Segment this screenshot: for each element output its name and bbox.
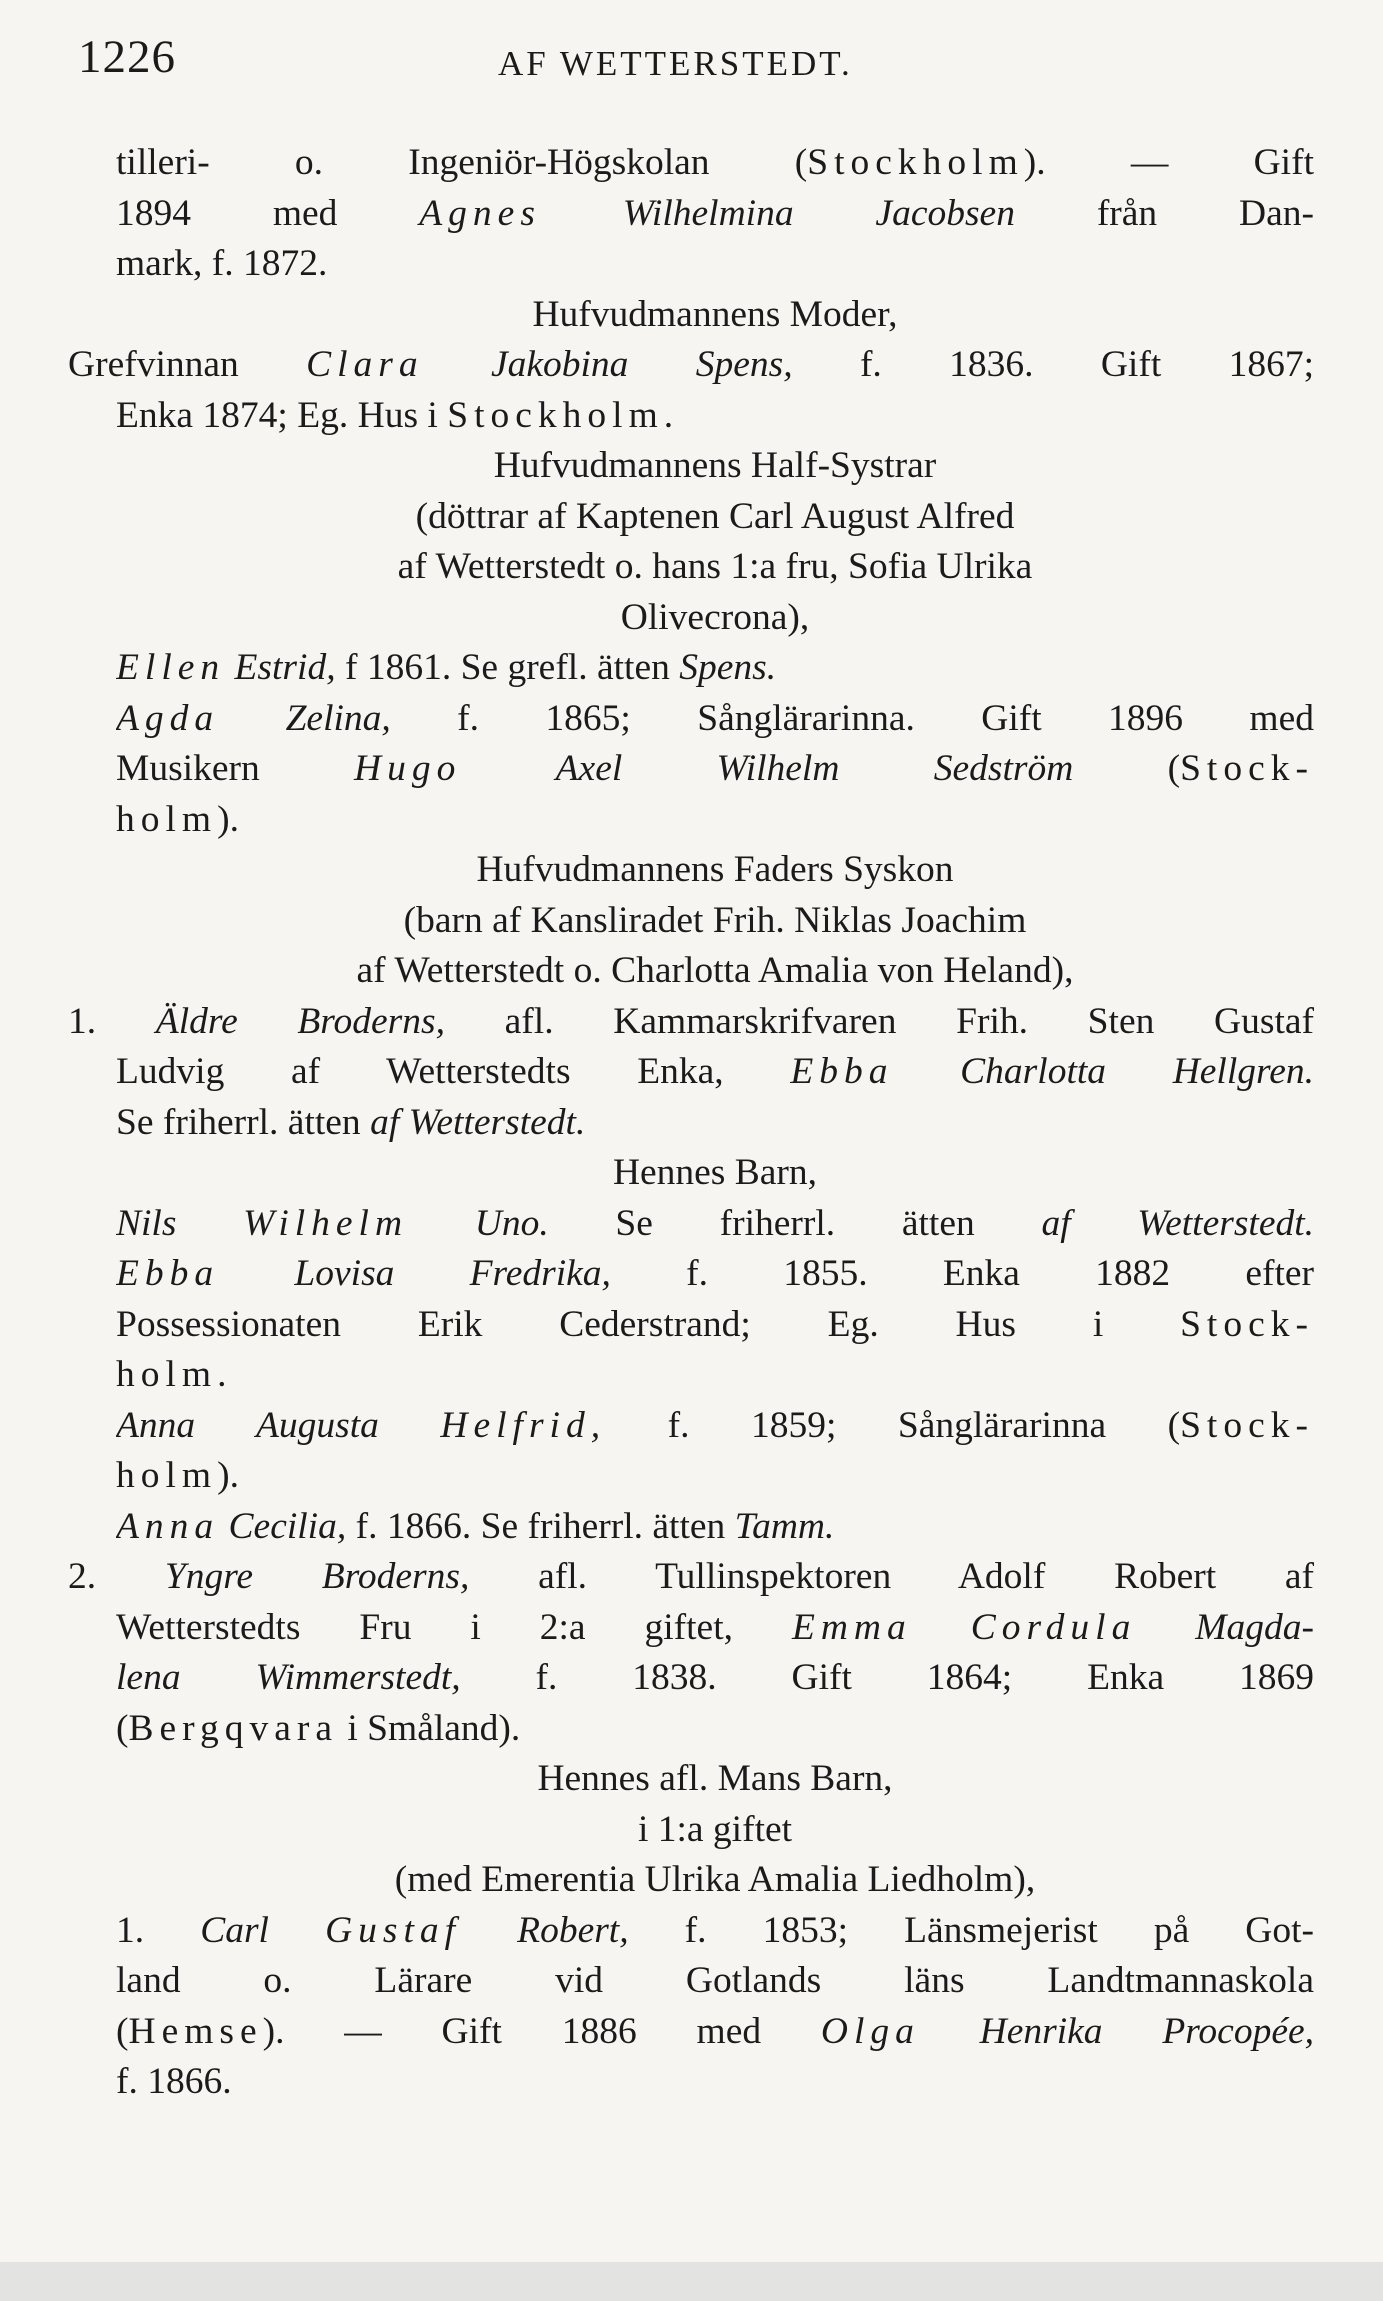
text-run: Nils — [116, 1202, 177, 1244]
text-line — [116, 1350, 1314, 1401]
text-line — [116, 1098, 1314, 1149]
text-run: f. 1853; Länsmejerist på Got- — [628, 1909, 1314, 1951]
text-run: f. 1865; Sånglärarinna. Gift 1896 med — [390, 697, 1314, 739]
text-line — [116, 1653, 1314, 1704]
text-run: holm — [116, 1354, 218, 1395]
text-run: Carl — [200, 1909, 269, 1951]
text-run: Agnes — [419, 192, 541, 234]
text-line — [116, 1148, 1314, 1199]
text-run: Jakobina Spens, — [490, 344, 793, 385]
text-line — [116, 1956, 1314, 2007]
text-run: Olivecrona), — [620, 596, 810, 638]
text-run: Cordula — [970, 1606, 1137, 1648]
text-run — [408, 1203, 475, 1244]
text-run: ). — [217, 798, 239, 840]
text-run: Possessionaten Erik Cederstrand; Eg. Hus i — [116, 1303, 1181, 1345]
text-run: Helfrid, — [440, 1404, 607, 1446]
text-line — [116, 795, 1314, 846]
text-run: mark, f. 1872. — [116, 243, 328, 284]
text-line — [116, 1855, 1314, 1906]
text-run: Hennes Barn, — [612, 1152, 818, 1193]
text-run: af Wetterstedt. — [370, 1101, 586, 1143]
text-line — [116, 845, 1314, 896]
text-run: f. 1866. — [116, 2061, 232, 2102]
text-run — [269, 1910, 325, 1951]
text-run: Robert, — [517, 1909, 629, 1951]
text-run: ). — Gift — [1023, 142, 1314, 183]
text-run — [461, 748, 555, 789]
text-run: Emma — [791, 1606, 912, 1648]
text-run: Ellen — [116, 647, 226, 688]
text-run: i Småland). — [338, 1707, 521, 1749]
text-run: (döttrar af Kaptenen Carl August Alfred — [415, 495, 1015, 537]
text-run: Yngre Broderns, — [164, 1556, 470, 1597]
text-line — [116, 946, 1314, 997]
text-run: Spens. — [679, 647, 777, 688]
text-run — [912, 1607, 971, 1648]
text-line — [116, 896, 1314, 947]
text-run: från Dan- — [1014, 192, 1314, 234]
text-run: Hufvudmannens Faders Syskon — [476, 849, 954, 890]
text-run: Olga — [820, 2010, 920, 2052]
text-run: Stock- — [1180, 1404, 1314, 1446]
text-run: Wetterstedts Fru i 2:a giftet, — [116, 1606, 792, 1648]
text-line — [116, 1906, 1314, 1957]
text-run: Enka 1874; Eg. Hus i — [116, 394, 448, 436]
text-run: tilleri- o. Ingeniör-Högskolan ( — [116, 142, 808, 183]
text-run: Axel Wilhelm Sedström — [555, 748, 1074, 789]
text-line — [116, 391, 1314, 442]
page-header — [78, 30, 1323, 100]
text-run: Hennes afl. Mans Barn, — [537, 1758, 893, 1799]
text-run: 1894 med — [116, 192, 420, 234]
text-line — [116, 290, 1314, 341]
text-run — [424, 344, 491, 385]
text-run: ( — [1073, 748, 1181, 789]
text-run: f. 1838. Gift 1864; Enka 1869 — [460, 1657, 1314, 1698]
text-run: Uno. — [474, 1202, 549, 1244]
text-run: ). — [217, 1455, 239, 1496]
text-run — [1136, 1607, 1195, 1648]
text-run — [219, 1253, 294, 1294]
text-run: Gustaf — [325, 1909, 462, 1951]
text-line — [116, 1249, 1314, 1300]
text-run: Stock- — [1180, 1303, 1314, 1345]
text-run: Bergqvara — [128, 1707, 338, 1749]
text-run: ). — Gift 1886 med — [262, 2010, 821, 2052]
text-run: Zelina, — [285, 697, 391, 739]
text-line — [116, 189, 1314, 240]
text-run — [176, 1203, 243, 1244]
text-run: . — [217, 1354, 227, 1395]
text-run: Se friherrl. ätten — [548, 1202, 1042, 1244]
text-run: Grefvinnan — [68, 344, 307, 385]
running-head: AF WETTERSTEDT. — [498, 44, 853, 83]
text-run: Charlotta Hellgren. — [960, 1051, 1314, 1092]
text-run: Stockholm — [807, 142, 1024, 183]
text-run: land o. Lärare vid Gotlands läns Landtmannaskola — [116, 1960, 1314, 2001]
text-line — [116, 744, 1314, 795]
text-run: afl. Tullinspektoren Adolf Robert af — [469, 1556, 1314, 1597]
text-run: Hufvudmannens Moder, — [532, 293, 898, 335]
text-line — [116, 1199, 1314, 1250]
text-line — [116, 694, 1314, 745]
text-line — [116, 1401, 1314, 1452]
text-run: Estrid, — [234, 647, 336, 688]
text-run: Agda — [116, 697, 220, 739]
text-line — [116, 2057, 1314, 2108]
text-line — [116, 492, 1314, 543]
text-run: Wilhelmina Jacobsen — [622, 192, 1015, 234]
text-run — [219, 698, 285, 739]
text-line — [68, 1552, 1314, 1603]
text-run: Wilhelm — [243, 1202, 409, 1244]
text-run — [920, 2011, 980, 2052]
text-line — [116, 1047, 1314, 1098]
text-run: Anna — [116, 1505, 220, 1547]
text-line — [116, 138, 1314, 189]
text-line — [116, 1451, 1314, 1502]
text-run — [181, 1657, 256, 1698]
text-run: Tamm. — [734, 1505, 835, 1547]
text-line — [116, 1704, 1314, 1755]
text-run: ( — [116, 1707, 129, 1749]
text-run: Lovisa Fredrika, — [294, 1253, 611, 1294]
text-run: f. 1866. Se friherrl. ätten — [346, 1505, 735, 1547]
page-number: 1226 — [78, 31, 176, 83]
text-line — [116, 593, 1314, 644]
text-run: Hemse — [128, 2010, 263, 2052]
text-run: Henrika Procopée, — [979, 2010, 1314, 2052]
text-run: af Wetterstedt. — [1041, 1202, 1314, 1244]
scan-margin — [0, 2262, 1383, 2301]
text-run: Magda- — [1195, 1606, 1314, 1648]
text-run: Ebba — [116, 1253, 220, 1294]
text-run: afl. Kammarskrifvaren Frih. Sten Gustaf — [444, 1000, 1314, 1042]
text-run: 1. — [68, 1000, 156, 1042]
text-run — [894, 1051, 961, 1092]
text-line — [116, 1754, 1314, 1805]
text-run — [225, 647, 234, 688]
text-run: Ebba — [790, 1051, 894, 1092]
text-run: Musikern — [116, 748, 355, 789]
text-run: Stockholm — [447, 394, 664, 436]
text-line — [116, 1603, 1314, 1654]
text-run: f. 1836. Gift 1867; — [792, 344, 1314, 385]
text-run: holm — [116, 1455, 218, 1496]
text-run — [461, 1910, 517, 1951]
text-run: Äldre Broderns, — [155, 1000, 445, 1042]
text-line — [116, 643, 1314, 694]
text-run: f. 1855. Enka 1882 efter — [610, 1253, 1314, 1294]
text-run: Ludvig af Wetterstedts Enka, — [116, 1051, 791, 1092]
text-run: af Wetterstedt o. Charlotta Amalia von Heland), — [356, 950, 1074, 991]
text-run: Stock- — [1180, 748, 1314, 789]
text-run: 2. — [68, 1556, 165, 1597]
text-line — [116, 441, 1314, 492]
text-run: . — [663, 394, 674, 436]
text-run: Cecilia, — [228, 1505, 347, 1547]
text-run: i 1:a giftet — [637, 1808, 793, 1850]
text-run: ( — [116, 2010, 129, 2052]
text-run — [541, 193, 623, 234]
text-run: lena — [116, 1657, 181, 1698]
text-run: af Wetterstedt o. hans 1:a fru, Sofia Ulrika — [397, 546, 1033, 587]
text-run — [219, 1506, 228, 1547]
text-line — [116, 2007, 1314, 2058]
text-run: Wimmerstedt, — [255, 1657, 461, 1698]
text-line — [68, 340, 1314, 391]
text-run: Anna Augusta — [116, 1404, 441, 1446]
text-line — [116, 1805, 1314, 1856]
text-run: f. 1859; Sånglärarinna ( — [606, 1404, 1181, 1446]
text-run: Se friherrl. ätten — [116, 1101, 371, 1143]
text-run: Clara — [306, 344, 424, 385]
text-line — [68, 997, 1314, 1048]
text-run: 1. — [116, 1909, 201, 1951]
text-run: (med Emerentia Ulrika Amalia Liedholm), — [394, 1859, 1036, 1900]
text-run: (barn af Kansliradet Frih. Niklas Joachim — [403, 899, 1027, 941]
text-line — [116, 1502, 1314, 1553]
text-run: f 1861. Se grefl. ätten — [335, 647, 680, 688]
text-line — [116, 1300, 1314, 1351]
text-line — [116, 239, 1314, 290]
genealogy-text — [68, 138, 1314, 2108]
text-line — [116, 542, 1314, 593]
text-run: Hufvudmannens Half-Systrar — [493, 445, 937, 486]
text-run: holm — [116, 798, 218, 840]
text-run: Hugo — [354, 748, 462, 789]
